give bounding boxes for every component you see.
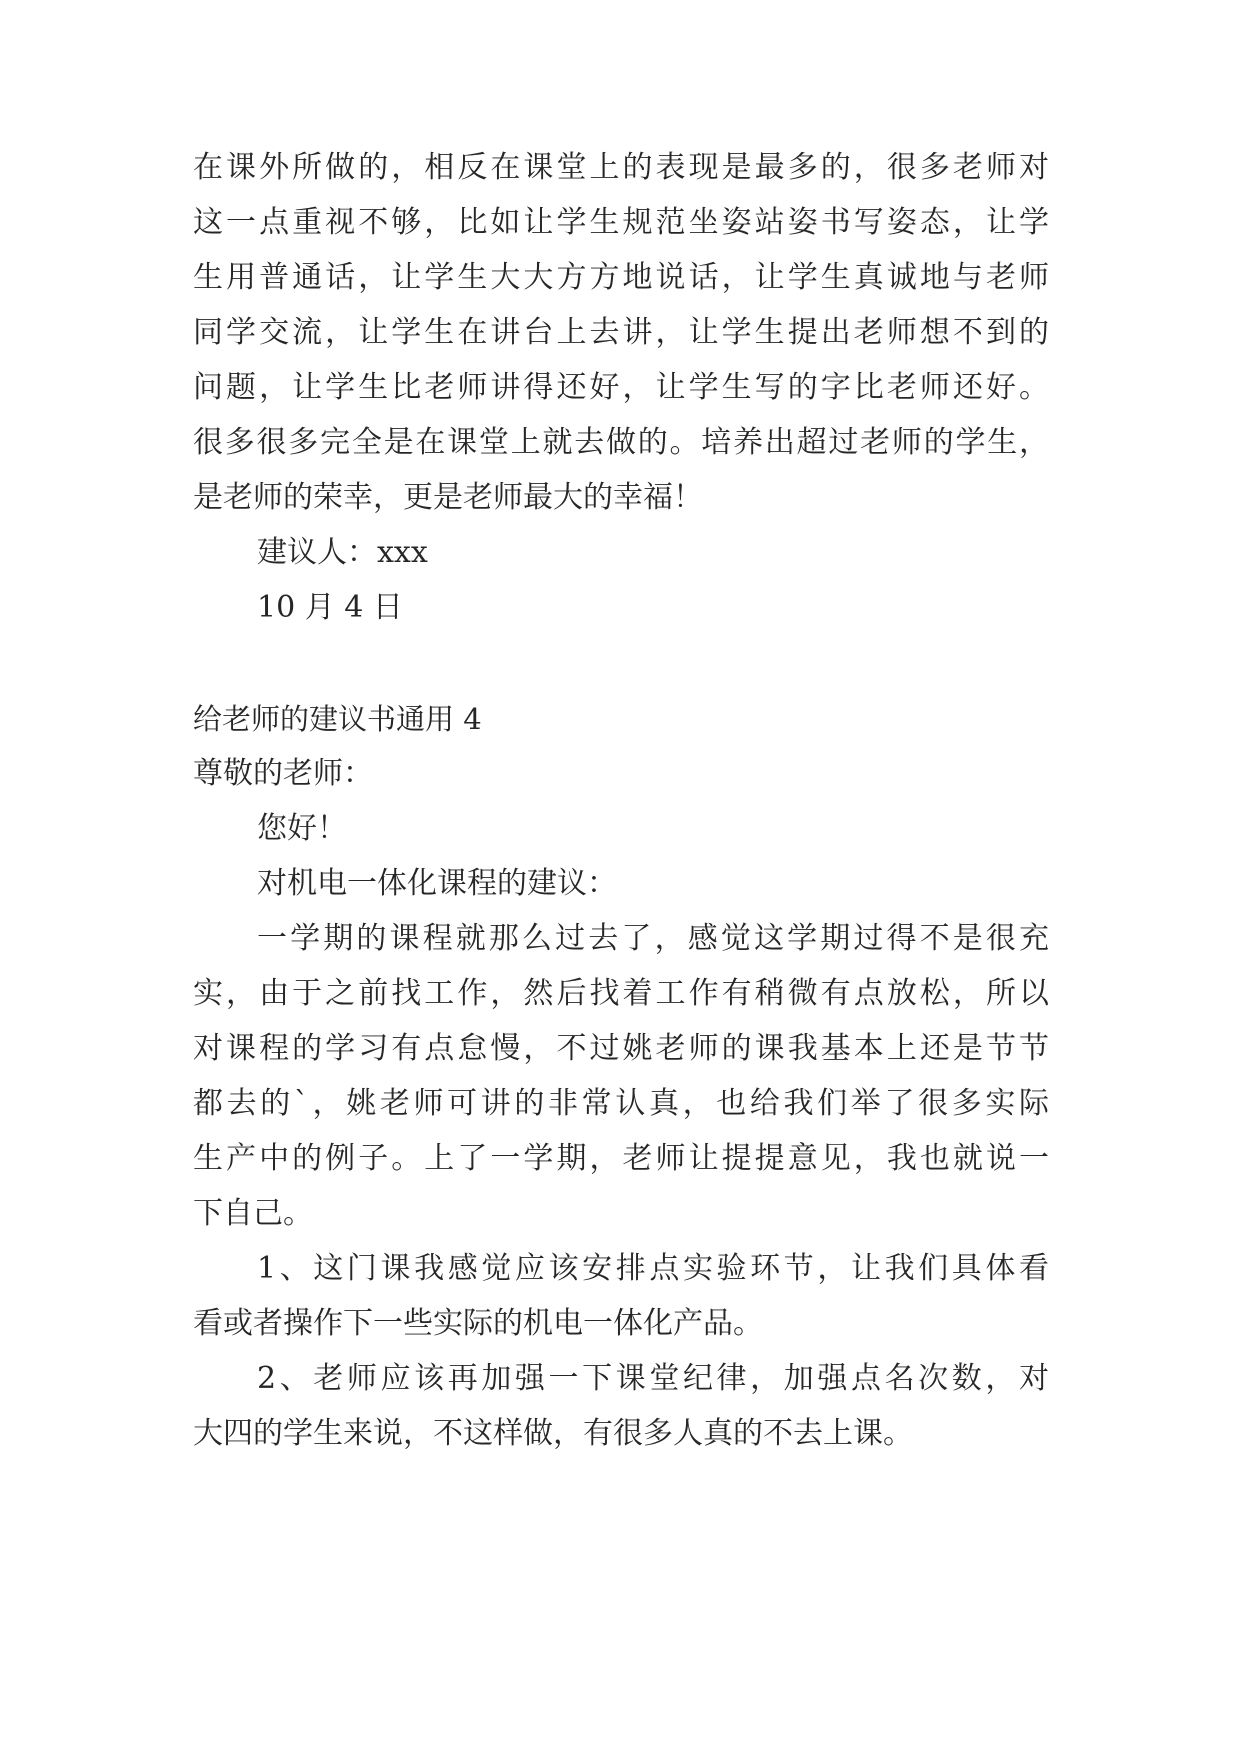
list-item-line: 看或者操作下一些实际的机电一体化产品。 <box>193 1306 763 1341</box>
greeting: 您好！ <box>257 811 347 846</box>
salutation: 尊敬的老师： <box>193 756 373 791</box>
paragraph-line: 问题，让学生比老师讲得还好，让学生写的字比老师还好。 <box>193 370 1049 405</box>
paragraph-line: 对课程的学习有点怠慢，不过姚老师的课我基本上还是节节 <box>193 1031 1049 1066</box>
paragraph-line: 都去的`，姚老师可讲的非常认真，也给我们举了很多实际 <box>193 1086 1049 1121</box>
paragraph-line: 实，由于之前找工作，然后找着工作有稍微有点放松，所以 <box>193 976 1049 1011</box>
paragraph-line: 生产中的例子。上了一学期，老师让提提意见，我也就说一 <box>193 1141 1049 1176</box>
section-title: 给老师的建议书通用 4 <box>193 702 482 736</box>
signer-line: 建议人：xxx <box>257 535 428 570</box>
paragraph-line: 同学交流，让学生在讲台上去讲，让学生提出老师想不到的 <box>193 315 1049 350</box>
paragraph-line: 下自己。 <box>193 1196 313 1231</box>
paragraph-line: 很多很多完全是在课堂上就去做的。培养出超过老师的学生， <box>193 425 1049 460</box>
paragraph-line: 是老师的荣幸，更是老师最大的幸福！ <box>193 480 703 515</box>
subject-line: 对机电一体化课程的建议： <box>257 866 617 901</box>
list-item-line: 1、这门课我感觉应该安排点实验环节，让我们具体看 <box>257 1251 1049 1286</box>
list-item-line: 大四的学生来说，不这样做，有很多人真的不去上课。 <box>193 1416 913 1451</box>
paragraph-line: 一学期的课程就那么过去了，感觉这学期过得不是很充 <box>257 921 1049 956</box>
paragraph-line: 在课外所做的，相反在课堂上的表现是最多的，很多老师对 <box>193 150 1049 185</box>
date-line: 10 月 4 日 <box>257 590 403 625</box>
list-item-line: 2、老师应该再加强一下课堂纪律，加强点名次数，对 <box>257 1361 1049 1396</box>
paragraph-line: 生用普通话，让学生大大方方地说话，让学生真诚地与老师 <box>193 260 1049 295</box>
paragraph-line: 这一点重视不够，比如让学生规范坐姿站姿书写姿态，让学 <box>193 205 1049 240</box>
